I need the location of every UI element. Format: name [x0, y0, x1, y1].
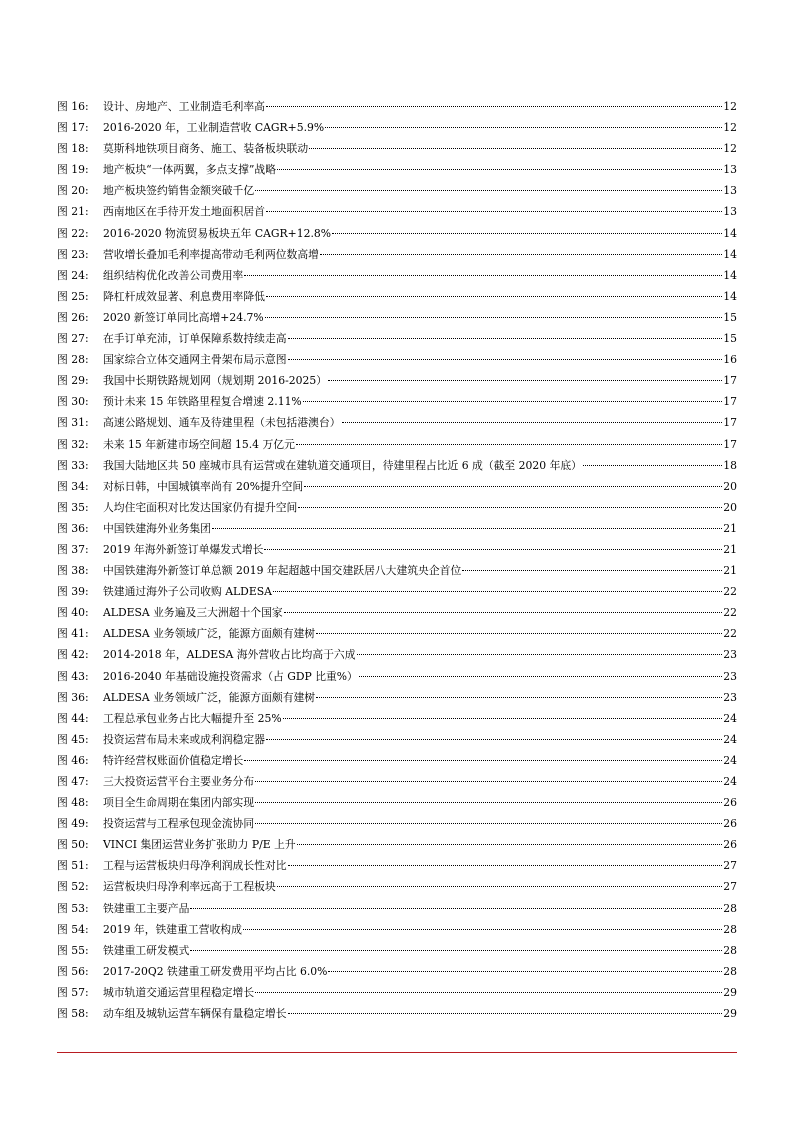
- figure-title: 我国中长期铁路规划网（规划期 2016-2025）: [103, 374, 327, 388]
- dot-leader: [277, 886, 723, 887]
- page-number: 14: [723, 268, 737, 282]
- dot-leader: [266, 106, 722, 107]
- dot-leader: [288, 1013, 723, 1014]
- figure-number: 图 30:: [57, 395, 89, 409]
- dot-leader: [583, 465, 722, 466]
- dot-leader: [298, 507, 722, 508]
- toc-entry[interactable]: [57, 708, 737, 729]
- figure-title: 西南地区在手待开发土地面积居首: [103, 205, 265, 219]
- toc-entry[interactable]: [57, 581, 737, 602]
- figure-number: 图 29:: [57, 374, 89, 388]
- dot-leader: [190, 908, 722, 909]
- figure-title: 对标日韩，中国城镇率尚有 20%提升空间: [103, 479, 304, 493]
- figure-number: 图 39:: [57, 585, 89, 599]
- figure-title: 2016-2020 年，工业制造营收 CAGR+5.9%: [103, 121, 325, 135]
- figure-number: 图 33:: [57, 458, 89, 472]
- page-number: 17: [723, 374, 737, 388]
- dot-leader: [320, 254, 722, 255]
- figure-title: 地产板块“一体两翼，多点支撑”战略: [103, 163, 276, 177]
- toc-entry[interactable]: [57, 623, 737, 644]
- page-number: 24: [723, 711, 737, 725]
- dot-leader: [212, 528, 722, 529]
- figure-title: 中国铁建海外新签订单总额 2019 年起超越中国交建跃居八大建筑央企首位: [103, 564, 462, 578]
- toc-entry[interactable]: [57, 117, 737, 138]
- toc-entry[interactable]: [57, 876, 737, 897]
- dot-leader: [255, 802, 722, 803]
- page-number: 28: [723, 922, 737, 936]
- toc-entry[interactable]: [57, 223, 737, 244]
- figure-number: 图 57:: [57, 985, 89, 999]
- dot-leader: [316, 633, 722, 634]
- footer-rule: [57, 1052, 737, 1053]
- figure-number: 图 26:: [57, 310, 89, 324]
- dot-leader: [296, 444, 722, 445]
- page-number: 26: [723, 838, 737, 852]
- dot-leader: [297, 844, 723, 845]
- dot-leader: [284, 612, 723, 613]
- figure-title: 铁建通过海外子公司收购 ALDESA: [103, 585, 272, 599]
- page-number: 12: [723, 100, 737, 113]
- figure-title: 2014-2018 年，ALDESA 海外营收占比均高于六成: [103, 648, 356, 662]
- toc-entry[interactable]: [57, 307, 737, 328]
- page-number: 28: [723, 964, 737, 978]
- dot-leader: [266, 739, 722, 740]
- figure-title: 预计未来 15 年铁路里程复合增速 2.11%: [103, 395, 302, 409]
- page-number: 17: [723, 395, 737, 409]
- dot-leader: [255, 190, 722, 191]
- dot-leader: [309, 148, 722, 149]
- dot-leader: [462, 570, 722, 571]
- figure-title: VINCI 集团运营业务扩张助力 P/E 上升: [103, 838, 296, 852]
- dot-leader: [283, 718, 723, 719]
- page-number: 17: [723, 416, 737, 430]
- figure-title: 项目全生命周期在集团内部实现: [103, 796, 255, 810]
- page-number: 20: [723, 500, 737, 514]
- toc-entry[interactable]: [57, 771, 737, 792]
- toc-entry[interactable]: [57, 813, 737, 834]
- page-number: 13: [723, 163, 737, 177]
- figure-title: 铁建重工研发模式: [103, 943, 190, 957]
- dot-leader: [304, 486, 722, 487]
- page-number: 21: [723, 542, 737, 556]
- figure-title: 工程总承包业务占比大幅提升至 25%: [103, 711, 282, 725]
- toc-entry[interactable]: [57, 834, 737, 855]
- toc-entry[interactable]: [57, 201, 737, 222]
- figure-title: 2020 新签订单同比高增+24.7%: [103, 310, 264, 324]
- figure-number: 图 32:: [57, 437, 89, 451]
- page-number: 24: [723, 732, 737, 746]
- figure-number: 图 35:: [57, 500, 89, 514]
- toc-entry[interactable]: [57, 940, 737, 961]
- toc-entry[interactable]: [57, 644, 737, 665]
- figure-list: [57, 96, 737, 1024]
- figure-number: 图 43:: [57, 669, 89, 683]
- figure-title: 2016-2020 物流贸易板块五年 CAGR+12.8%: [103, 226, 331, 240]
- page-number: 23: [723, 648, 737, 662]
- figure-number: 图 53:: [57, 901, 89, 915]
- toc-entry[interactable]: [57, 982, 737, 1003]
- dot-leader: [359, 676, 722, 677]
- dot-leader: [316, 697, 722, 698]
- page-number: 26: [723, 796, 737, 810]
- page-number: 27: [723, 880, 737, 894]
- dot-leader: [325, 127, 722, 128]
- figure-title: 城市轨道交通运营里程稳定增长: [103, 985, 255, 999]
- toc-entry[interactable]: [57, 855, 737, 876]
- dot-leader: [332, 233, 722, 234]
- dot-leader: [277, 169, 722, 170]
- toc-entry[interactable]: [57, 476, 737, 497]
- figure-title: 三大投资运营平台主要业务分布: [103, 775, 255, 788]
- figure-number: 图 18:: [57, 142, 89, 156]
- figure-number: 图 40:: [57, 606, 89, 620]
- dot-leader: [243, 929, 722, 930]
- page-number: 22: [723, 627, 737, 641]
- page-number: 14: [723, 247, 737, 261]
- toc-entry[interactable]: [57, 792, 737, 813]
- toc-entry[interactable]: [57, 455, 737, 476]
- toc-entry[interactable]: [57, 391, 737, 412]
- figure-number: 图 22:: [57, 226, 89, 240]
- figure-title: 铁建重工主要产品: [103, 901, 190, 915]
- toc-entry[interactable]: [57, 666, 737, 687]
- figure-number: 图 20:: [57, 184, 89, 198]
- dot-leader: [244, 760, 722, 761]
- toc-entry[interactable]: [57, 96, 737, 117]
- page-number: 15: [723, 332, 737, 346]
- figure-number: 图 50:: [57, 838, 89, 852]
- figure-title: 投资运营布局未来或成利润稳定器: [103, 732, 265, 746]
- page-number: 29: [723, 985, 737, 999]
- toc-entry[interactable]: [57, 138, 737, 159]
- page-number: 27: [723, 859, 737, 873]
- figure-title: 2017-20Q2 铁建重工研发费用平均占比 6.0%: [103, 964, 328, 978]
- figure-number: 图 58:: [57, 1007, 89, 1021]
- figure-number: 图 17:: [57, 121, 89, 135]
- toc-entry[interactable]: [57, 560, 737, 581]
- page-number: 20: [723, 479, 737, 493]
- figure-number: 图 16:: [57, 100, 89, 113]
- page-number: 17: [723, 437, 737, 451]
- toc-entry[interactable]: [57, 539, 737, 560]
- figure-title: 组织结构优化改善公司费用率: [103, 268, 244, 282]
- figure-title: 在手订单充沛，订单保障系数持续走高: [103, 332, 287, 346]
- toc-entry[interactable]: [57, 328, 737, 349]
- figure-title: 国家综合立体交通网主骨架布局示意图: [103, 353, 287, 367]
- page-number: 23: [723, 690, 737, 704]
- page-number: 16: [723, 353, 737, 367]
- figure-title: 中国铁建海外业务集团: [103, 521, 211, 535]
- page-number: 14: [723, 289, 737, 303]
- toc-entry[interactable]: [57, 961, 737, 982]
- figure-number: 图 23:: [57, 247, 89, 261]
- figure-number: 图 46:: [57, 753, 89, 767]
- figure-number: 图 38:: [57, 564, 89, 578]
- toc-entry[interactable]: [57, 919, 737, 940]
- page-number: 28: [723, 943, 737, 957]
- figure-number: 图 25:: [57, 289, 89, 303]
- figure-title: 未来 15 年新建市场空间超 15.4 万亿元: [103, 437, 295, 451]
- page-number: 22: [723, 606, 737, 620]
- dot-leader: [303, 401, 723, 402]
- figure-number: 图 56:: [57, 964, 89, 978]
- page-number: 15: [723, 310, 737, 324]
- figure-number: 图 47:: [57, 775, 89, 788]
- figure-title: 莫斯科地铁项目商务、施工、装备板块联动: [103, 142, 309, 156]
- figure-number: 图 37:: [57, 542, 89, 556]
- toc-entry[interactable]: [57, 244, 737, 265]
- page-number: 14: [723, 226, 737, 240]
- figure-number: 图 45:: [57, 732, 89, 746]
- toc-entry[interactable]: [57, 349, 737, 370]
- figure-title: 投资运营与工程承包现金流协同: [103, 817, 255, 831]
- page-number: 24: [723, 753, 737, 767]
- page-number: 28: [723, 901, 737, 915]
- dot-leader: [266, 211, 722, 212]
- dot-leader: [255, 992, 722, 993]
- figure-title: ALDESA 业务遍及三大洲超十个国家: [103, 606, 283, 620]
- figure-number: 图 19:: [57, 163, 89, 177]
- dot-leader: [328, 380, 722, 381]
- figure-title: ALDESA 业务领域广泛，能源方面颇有建树: [103, 690, 316, 704]
- figure-title: 高速公路规划、通车及待建里程（未包括港澳台）: [103, 416, 341, 430]
- toc-entry[interactable]: [57, 434, 737, 455]
- page-number: 26: [723, 817, 737, 831]
- page-number: 13: [723, 205, 737, 219]
- dot-leader: [273, 591, 722, 592]
- page-number: 12: [723, 121, 737, 135]
- figure-title: 人均住宅面积对比发达国家仍有提升空间: [103, 500, 298, 514]
- page-number: 18: [723, 458, 737, 472]
- figure-title: 特许经营权账面价值稳定增长: [103, 753, 244, 767]
- figure-number: 图 36:: [57, 690, 89, 704]
- toc-entry[interactable]: [57, 898, 737, 919]
- dot-leader: [265, 317, 723, 318]
- dot-leader: [264, 549, 722, 550]
- toc-entry[interactable]: [57, 159, 737, 180]
- figure-title: 2019 年海外新签订单爆发式增长: [103, 542, 264, 556]
- figure-number: 图 48:: [57, 796, 89, 810]
- figure-number: 图 44:: [57, 711, 89, 725]
- dot-leader: [244, 275, 722, 276]
- page-number: 12: [723, 142, 737, 156]
- toc-entry[interactable]: [57, 180, 737, 201]
- page-number: 23: [723, 669, 737, 683]
- dot-leader: [266, 296, 722, 297]
- figure-number: 图 21:: [57, 205, 89, 219]
- figure-title: 2019 年，铁建重工营收构成: [103, 922, 242, 936]
- figure-title: ALDESA 业务领域广泛，能源方面颇有建树: [103, 627, 316, 641]
- dot-leader: [342, 422, 723, 423]
- figure-title: 动车组及城轨运营车辆保有量稳定增长: [103, 1007, 287, 1021]
- figure-number: 图 36:: [57, 521, 89, 535]
- toc-entry[interactable]: [57, 265, 737, 286]
- toc-entry[interactable]: [57, 286, 737, 307]
- figure-number: 图 28:: [57, 353, 89, 367]
- figure-number: 图 31:: [57, 416, 89, 430]
- toc-entry[interactable]: [57, 412, 737, 433]
- figure-title: 设计、房地产、工业制造毛利率高: [103, 100, 265, 113]
- dot-leader: [357, 654, 723, 655]
- figure-number: 图 42:: [57, 648, 89, 662]
- dot-leader: [190, 950, 722, 951]
- toc-entry[interactable]: [57, 518, 737, 539]
- figure-number: 图 51:: [57, 859, 89, 873]
- dot-leader: [328, 971, 722, 972]
- dot-leader: [255, 823, 722, 824]
- figure-number: 图 55:: [57, 943, 89, 957]
- page-number: 13: [723, 184, 737, 198]
- figure-number: 图 54:: [57, 922, 89, 936]
- toc-entry[interactable]: [57, 687, 737, 708]
- figure-title: 2016-2040 年基础设施投资需求（占 GDP 比重%）: [103, 669, 358, 683]
- dot-leader: [288, 865, 723, 866]
- figure-number: 图 41:: [57, 627, 89, 641]
- figure-number: 图 24:: [57, 268, 89, 282]
- page-number: 29: [723, 1007, 737, 1021]
- figure-title: 工程与运营板块归母净利润成长性对比: [103, 859, 287, 873]
- toc-entry[interactable]: [57, 370, 737, 391]
- toc-entry[interactable]: [57, 602, 737, 623]
- figure-title: 营收增长叠加毛利率提高带动毛利两位数高增: [103, 247, 319, 261]
- toc-entry[interactable]: [57, 497, 737, 518]
- page-number: 22: [723, 585, 737, 599]
- figure-number: 图 52:: [57, 880, 89, 894]
- dot-leader: [288, 338, 723, 339]
- toc-entry[interactable]: [57, 1003, 737, 1024]
- dot-leader: [255, 781, 722, 782]
- figure-number: 图 49:: [57, 817, 89, 831]
- figure-number: 图 34:: [57, 479, 89, 493]
- figure-title: 地产板块签约销售金额突破千亿: [103, 184, 255, 198]
- toc-entry[interactable]: [57, 750, 737, 771]
- figure-number: 图 27:: [57, 332, 89, 346]
- page-number: 21: [723, 521, 737, 535]
- page-number: 21: [723, 564, 737, 578]
- dot-leader: [288, 359, 723, 360]
- toc-entry[interactable]: [57, 729, 737, 750]
- page-number: 24: [723, 775, 737, 788]
- figure-title: 降杠杆成效显著、利息费用率降低: [103, 289, 265, 303]
- figure-title: 运营板块归母净利率远高于工程板块: [103, 880, 276, 894]
- figure-title: 我国大陆地区共 50 座城市具有运营或在建轨道交通项目，待建里程占比近 6 成（截至 2020 年底）: [103, 458, 582, 472]
